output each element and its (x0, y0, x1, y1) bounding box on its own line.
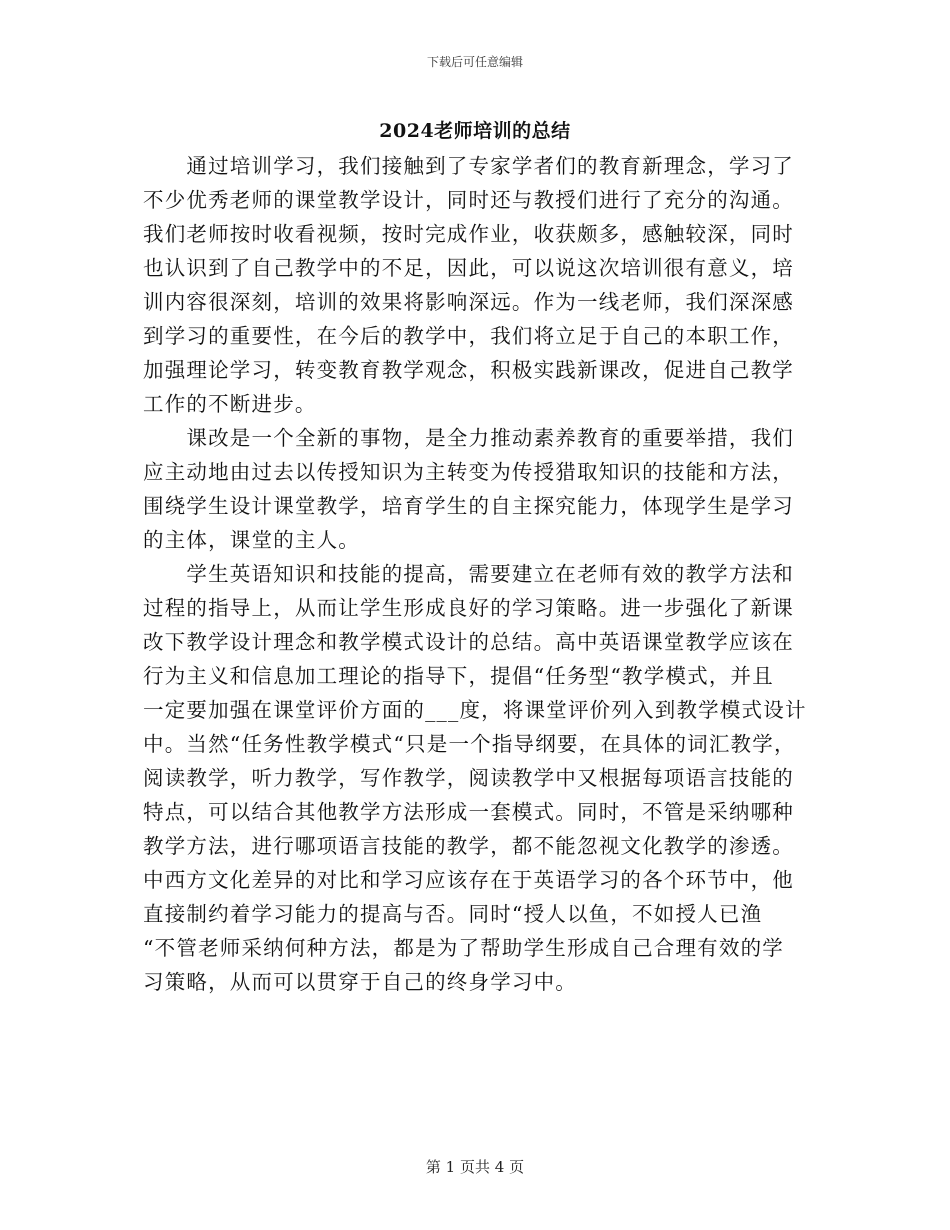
text-line: 通过培训学习，我们接触到了专家学者们的教育新理念，学习了 (143, 154, 794, 178)
text-line: 中西方文化差异的对比和学习应该存在于英语学习的各个环节中，他 (143, 868, 794, 892)
text-line: 训内容很深刻，培训的效果将影响深远。作为一线老师，我们深深感 (143, 290, 794, 314)
text-line: “不管老师采纳何种方法，都是为了帮助学生形成自己合理有效的学 (143, 936, 784, 960)
text-line: 阅读教学，听力教学，写作教学，阅读教学中又根据每项语言技能的 (143, 766, 794, 790)
text-line: 工作的不断进步。 (143, 392, 317, 416)
text-line: 到学习的重要性，在今后的教学中，我们将立足于自己的本职工作， (143, 324, 794, 348)
text-line: 一定要加强在课堂评价方面的___度，将课堂评价列入到教学模式设计 (143, 698, 807, 722)
text-line: 中。当然“任务性教学模式“只是一个指导纲要，在具体的词汇教学， (143, 732, 796, 756)
text-line: 我们老师按时收看视频，按时完成作业，收获颇多，感触较深，同时 (143, 222, 794, 246)
text-line: 的主体，课堂的主人。 (143, 528, 360, 552)
document-title: 2024老师培训的总结 (379, 120, 571, 142)
text-line: 特点，可以结合其他教学方法形成一套模式。同时，不管是采纳哪种 (143, 800, 794, 824)
text-line: 不少优秀老师的课堂教学设计，同时还与教授们进行了充分的沟通。 (143, 188, 794, 212)
page-header: 下载后可任意编辑 (426, 55, 523, 69)
text-line: 改下教学设计理念和教学模式设计的总结。高中英语课堂教学应该在 (143, 630, 794, 654)
text-line: 过程的指导上，从而让学生形成良好的学习策略。进一步强化了新课 (143, 596, 794, 620)
paragraph-3 (143, 557, 808, 999)
text-line: 习策略，从而可以贯穿于自己的终身学习中。 (143, 970, 577, 994)
text-line: 学生英语知识和技能的提高，需要建立在老师有效的教学方法和 (143, 562, 794, 586)
text-line: 教学方法，进行哪项语言技能的教学，都不能忽视文化教学的渗透。 (143, 834, 794, 858)
paragraph-1 (143, 149, 808, 421)
text-line: 直接制约着学习能力的提高与否。同时“授人以鱼，不如授人已渔 (143, 902, 763, 926)
paragraph-2 (143, 421, 808, 557)
text-line: 行为主义和信息加工理论的指导下，提倡“任务型“教学模式，并且 (143, 664, 774, 688)
text-line: 也认识到了自己教学中的不足，因此，可以说这次培训很有意义，培 (143, 256, 794, 280)
text-line: 加强理论学习，转变教育教学观念，积极实践新课改，促进自己教学 (143, 358, 794, 382)
text-line: 应主动地由过去以传授知识为主转变为传授猎取知识的技能和方法， (143, 460, 794, 484)
page-footer: 第 1 页共 4 页 (425, 1158, 525, 1176)
text-line: 课改是一个全新的事物，是全力推动素养教育的重要举措，我们 (143, 426, 794, 450)
text-line: 围绕学生设计课堂教学，培育学生的自主探究能力，体现学生是学习 (143, 494, 794, 518)
document-body (143, 149, 808, 999)
